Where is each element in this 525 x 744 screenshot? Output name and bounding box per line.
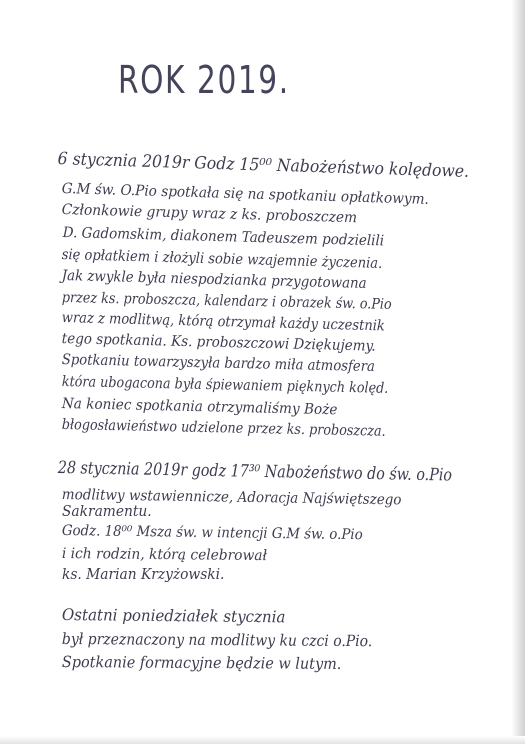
entry-1-line-9: tego spotkania. Ks. proboszczowi Dziękujemy.	[61, 330, 376, 355]
entry-1-line-11: która ubogacona była śpiewaniem pięknych kolęd.	[61, 373, 389, 397]
entry-1-line-10: Spotkaniu towarzyszyła bardzo miła atmosfera	[61, 351, 376, 376]
page-edge-shadow	[511, 0, 525, 744]
entry-2-line-1: 28 stycznia 2019r godz 17³⁰ Nabożeństwo do św. o.Pio	[57, 458, 453, 486]
entry-1-line-6: Jak zwykle była niespodzianka przygotowana	[61, 267, 367, 292]
entry-1-line-5: się opłatkiem i złożyli sobie wzajemnie życzenia.	[61, 246, 383, 272]
page-bottom-edge	[0, 736, 525, 744]
entry-1-line-1: 6 stycznia 2019r Godz 15⁰⁰ Nabożeństwo kolędowe.	[57, 149, 470, 182]
entry-2-line-6: ks. Marian Krzyżowski.	[62, 567, 225, 583]
entry-2-line-3: Sakramentu.	[62, 504, 152, 520]
entry-2-line-5: i ich rodzin, którą celebrował	[61, 545, 268, 565]
entry-2-line-4: Godz. 18⁰⁰ Msza św. w intencji G.M św. o.Pio	[61, 522, 363, 544]
entry-3-line-3: Spotkanie formacyjne będzie w lutym.	[61, 653, 342, 673]
entry-3-line-2: był przeznaczony na modlitwy ku czci o.Pio.	[61, 630, 373, 651]
entry-1-line-8: wraz z modlitwą, którą otrzymał każdy uczestnik	[61, 309, 386, 335]
entry-1-line-7: przez ks. proboszcza, kalendarz i obrazek św. o.Pio	[61, 289, 392, 313]
entry-1-line-3: Członkowie grupy wraz z ks. proboszczem	[61, 201, 358, 227]
entry-1-line-12: Na koniec spotkania otrzymaliśmy Boże	[61, 395, 338, 419]
page-title: ROK 2019.	[118, 58, 290, 102]
entry-2-line-2: modlitwy wstawiennicze, Adoracja Najświętszego	[61, 486, 402, 509]
entry-1-line-13: błogosławieństwo udzielone przez ks. proboszcza.	[61, 416, 386, 440]
entry-1-line-4: D. Gadomskim, diakonem Tadeuszem podzielili	[62, 224, 385, 250]
entry-3-line-1: Ostatni poniedziałek stycznia	[61, 605, 286, 627]
entry-1-line-2: G.M św. O.Pio spotkała się na spotkaniu opłatkowym.	[61, 180, 430, 208]
